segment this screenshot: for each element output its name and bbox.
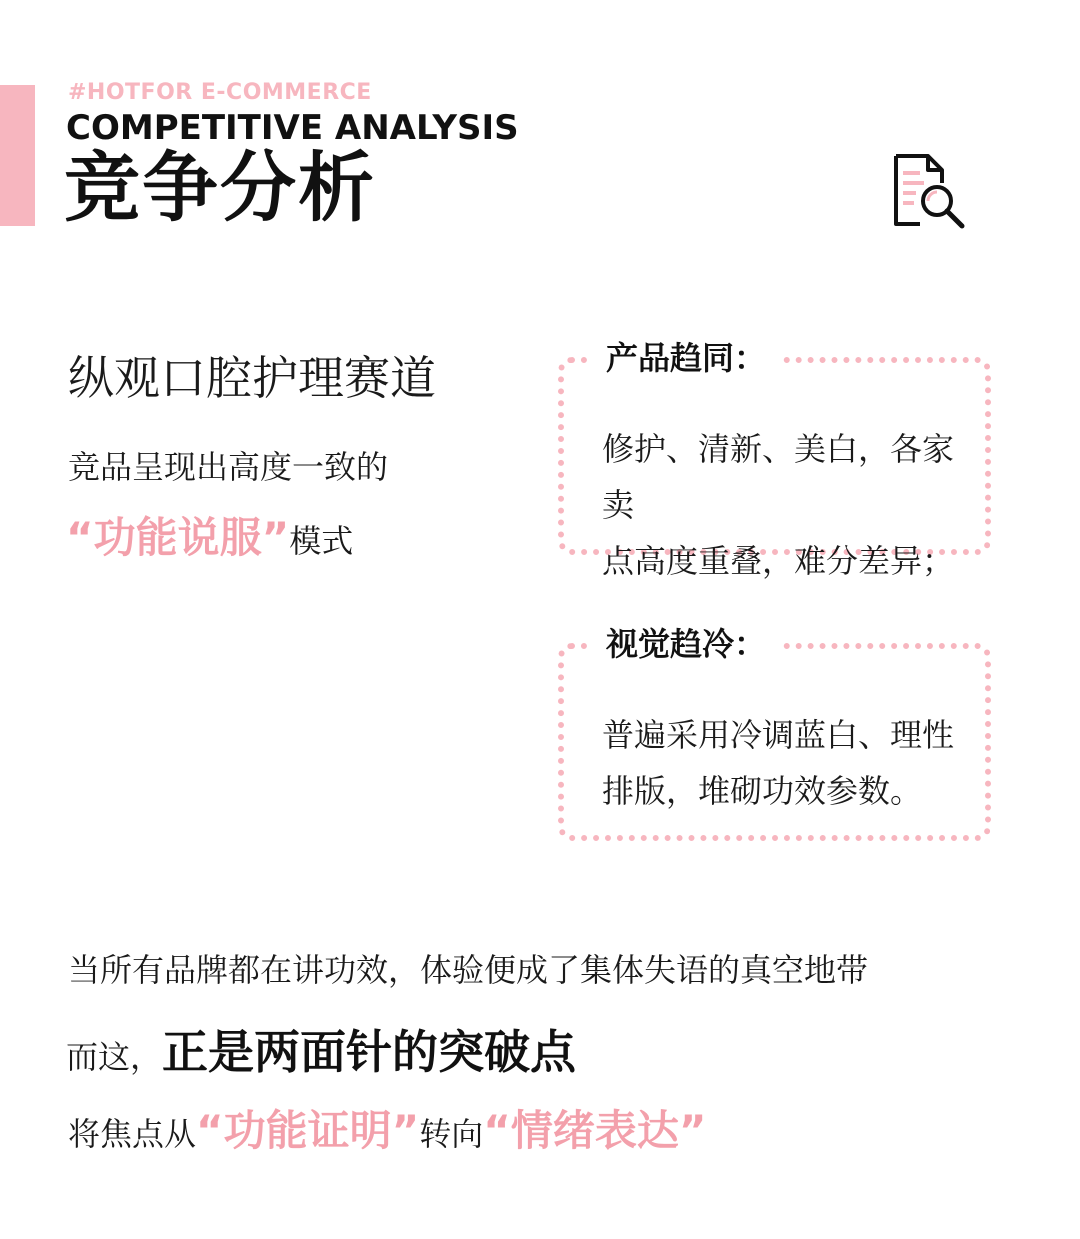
section-line: 竞品呈现出高度一致的 <box>68 448 389 486</box>
card-label: 产品趋同： <box>592 333 780 379</box>
card-body <box>602 421 972 589</box>
hashtag-label: #HOTFOR E-COMMERCE <box>68 80 372 105</box>
highlight-function-proof: “功能证明” <box>196 1106 420 1155</box>
page-title: 竞争分析 <box>64 143 376 232</box>
accent-bar <box>0 85 35 226</box>
section-highlight-line <box>66 505 353 565</box>
card-body <box>602 707 972 819</box>
highlight-emotion-expression: “情绪表达” <box>483 1106 707 1155</box>
info-card-visual <box>558 625 991 841</box>
info-card-product <box>558 339 991 580</box>
breakthrough-line <box>66 1016 576 1082</box>
card-line: 点高度重叠，难分差异； <box>602 542 955 580</box>
focus-shift-line <box>68 1098 706 1158</box>
focus-middle: 转向 <box>419 1115 484 1153</box>
section-line-suffix: 模式 <box>289 522 354 560</box>
english-subtitle: COMPETITIVE ANALYSIS <box>66 108 519 148</box>
breakthrough-prefix: 而这， <box>66 1038 163 1076</box>
breakthrough-bold: 正是两面针的突破点 <box>162 1025 577 1079</box>
section-heading: 纵观口腔护理赛道 <box>68 351 436 405</box>
highlight-text: “功能说服” <box>66 513 290 562</box>
focus-prefix: 将焦点从 <box>68 1115 197 1153</box>
conclusion-line: 当所有品牌都在讲功效，体验便成了集体失语的真空地带 <box>68 951 869 989</box>
card-label: 视觉趋冷： <box>592 619 780 665</box>
document-search-icon <box>890 153 968 231</box>
card-line: 普遍采用冷调蓝白、理性 <box>602 716 955 754</box>
card-line: 排版，堆砌功效参数。 <box>602 772 923 810</box>
card-line: 修护、清新、美白，各家卖 <box>602 430 955 524</box>
